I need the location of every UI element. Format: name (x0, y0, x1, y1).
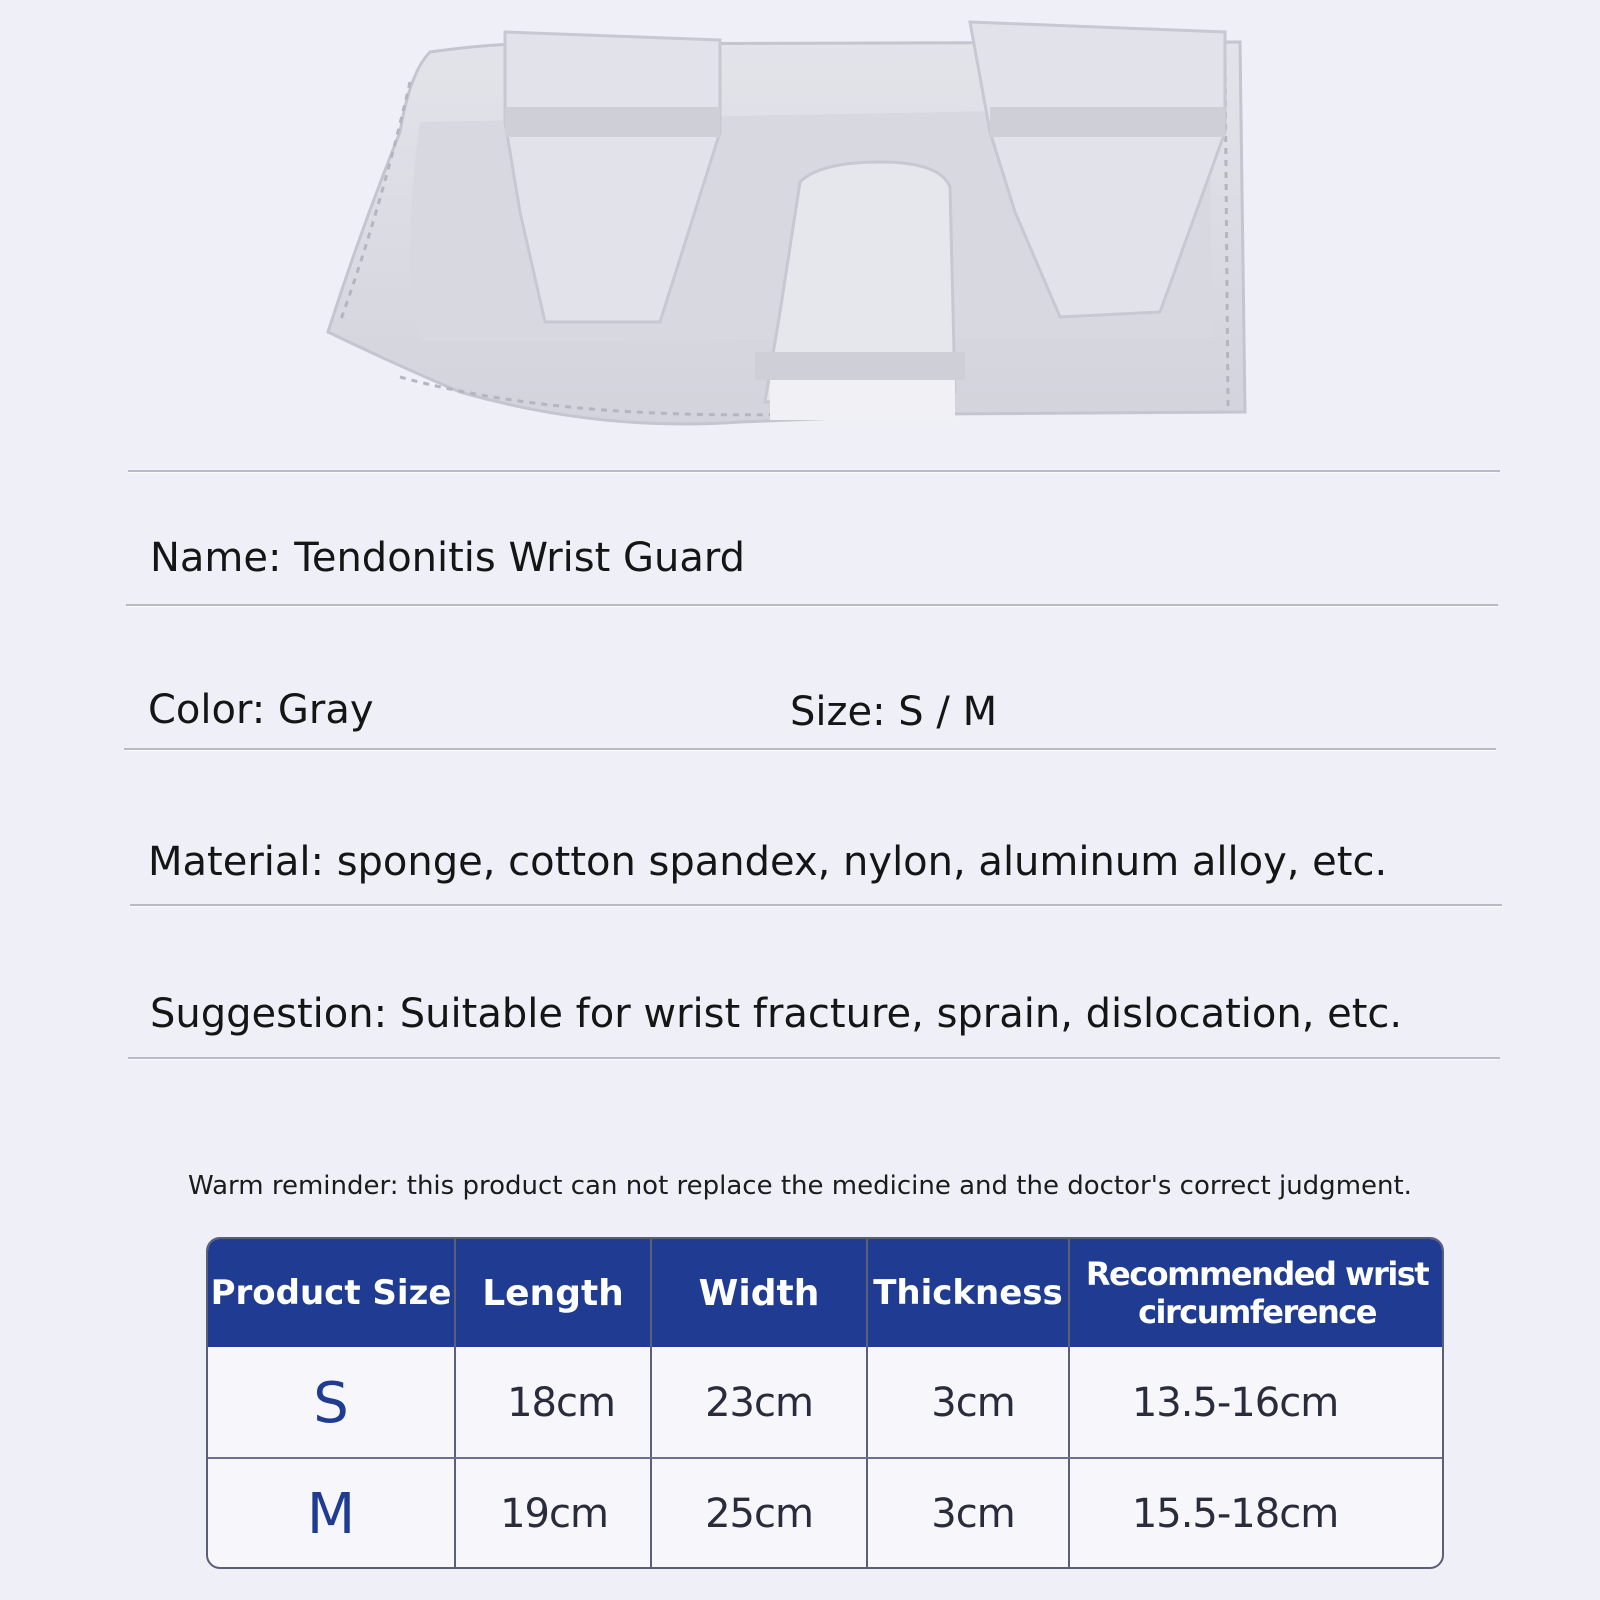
wrist-guard-image (300, 12, 1260, 452)
divider (128, 470, 1500, 472)
divider (128, 1057, 1500, 1059)
row-s-thickness: 3cm (931, 1380, 1015, 1426)
row-m-thickness: 3cm (931, 1491, 1015, 1537)
product-name: Name: Tendonitis Wrist Guard (150, 535, 746, 581)
size-table (206, 1237, 1444, 1569)
warm-reminder: Warm reminder: this product can not replace the medicine and the doctor's correct judgment. (188, 1171, 1412, 1201)
row-s-size: S (313, 1370, 349, 1436)
header-width: Width (698, 1272, 820, 1314)
header-recommended-wrist: Recommended wrist circumference (1085, 1255, 1429, 1331)
product-material: Material: sponge, cotton spandex, nylon, aluminum alloy, etc. (148, 839, 1388, 885)
header-thickness: Thickness (873, 1273, 1063, 1313)
row-s-length: 18cm (507, 1380, 615, 1426)
row-m-width: 25cm (705, 1491, 813, 1537)
header-product-size: Product Size (210, 1273, 452, 1313)
product-size: Size: S / M (790, 689, 998, 735)
divider (124, 748, 1496, 750)
row-m-wrist: 15.5-18cm (1131, 1491, 1339, 1537)
row-m-length: 19cm (500, 1491, 608, 1537)
divider (130, 904, 1502, 906)
row-s-width: 23cm (705, 1380, 813, 1426)
wrist-guard-illustration (300, 12, 1260, 452)
row-m-size: M (306, 1481, 356, 1547)
product-suggestion: Suggestion: Suitable for wrist fracture, sprain, dislocation, etc. (150, 991, 1403, 1037)
product-color: Color: Gray (148, 687, 374, 733)
row-s-wrist: 13.5-16cm (1131, 1380, 1339, 1426)
header-length: Length (482, 1272, 624, 1314)
divider (126, 604, 1498, 606)
